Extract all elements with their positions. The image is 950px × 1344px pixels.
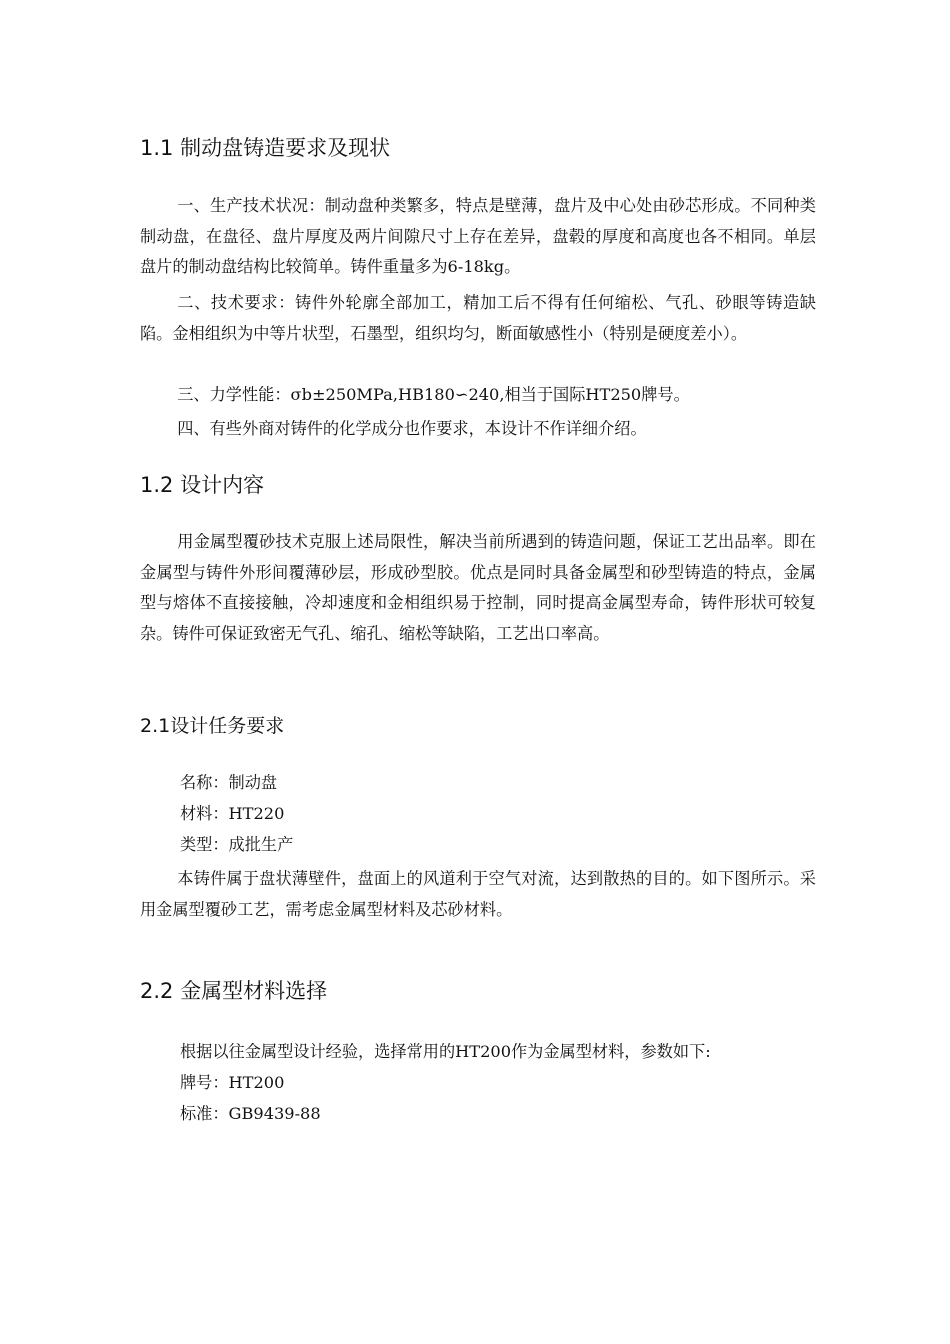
heading-1-2: 1.2 设计内容	[140, 473, 265, 497]
paragraph-design-content: 用金属型覆砂技术克服上述局限性，解决当前所遇到的铸造问题，保证工艺出品率。即在金属型与铸件外形间覆薄砂层，形成砂型胶。优点是同时具备金属型和砂型铸造的特点，金属型与熔体不直接接触，冷却速度和金相组织易于控制，同时提高金属型寿命，铸件形状可较复杂。铸件可保证致密无气孔、缩孔、缩松等缺陷，工艺出口率高。	[140, 532, 816, 643]
paragraph-production-status: 一、生产技术状况：制动盘种类繁多，特点是壁薄，盘片及中心处由砂芯形成。不同种类制动盘，在盘径、盘片厚度及两片间隙尺寸上存在差异，盘毂的厚度和高度也各不相同。单层盘片的制动盘结构比较简单。铸件重量多为6-18kg。	[140, 196, 816, 276]
paragraph-mechanical-properties: 三、力学性能：σb±250MPa,HB180∽240,相当于国际HT250牌号。	[177, 385, 690, 404]
heading-2-2: 2.2 金属型材料选择	[140, 979, 328, 1003]
task-name-line: 名称：制动盘	[180, 773, 278, 792]
heading-2-1: 2.1设计任务要求	[140, 715, 285, 737]
heading-1-1: 1.1 制动盘铸造要求及现状	[140, 136, 391, 160]
paragraph-chemical-composition: 四、有些外商对铸件的化学成分也作要求，本设计不作详细介绍。	[177, 419, 647, 438]
paragraph-casting-description: 本铸件属于盘状薄壁件，盘面上的风道利于空气对流，达到散热的目的。如下图所示。采用金属型覆砂工艺，需考虑金属型材料及芯砂材料。	[140, 869, 816, 919]
paragraph-technical-requirements: 二、技术要求：铸件外轮廓全部加工，精加工后不得有任何缩松、气孔、砂眼等铸造缺陷。金相组织为中等片状型，石墨型，组织均匀，断面敏感性小（特别是硬度差小）。	[140, 293, 816, 343]
material-grade-line: 牌号：HT200	[180, 1073, 285, 1092]
material-selection-line: 根据以往金属型设计经验，选择常用的HT200作为金属型材料，参数如下:	[180, 1042, 711, 1061]
task-type-line: 类型：成批生产	[180, 835, 294, 854]
task-material-line: 材料：HT220	[180, 804, 285, 823]
material-standard-line: 标准：GB9439-88	[180, 1104, 321, 1123]
